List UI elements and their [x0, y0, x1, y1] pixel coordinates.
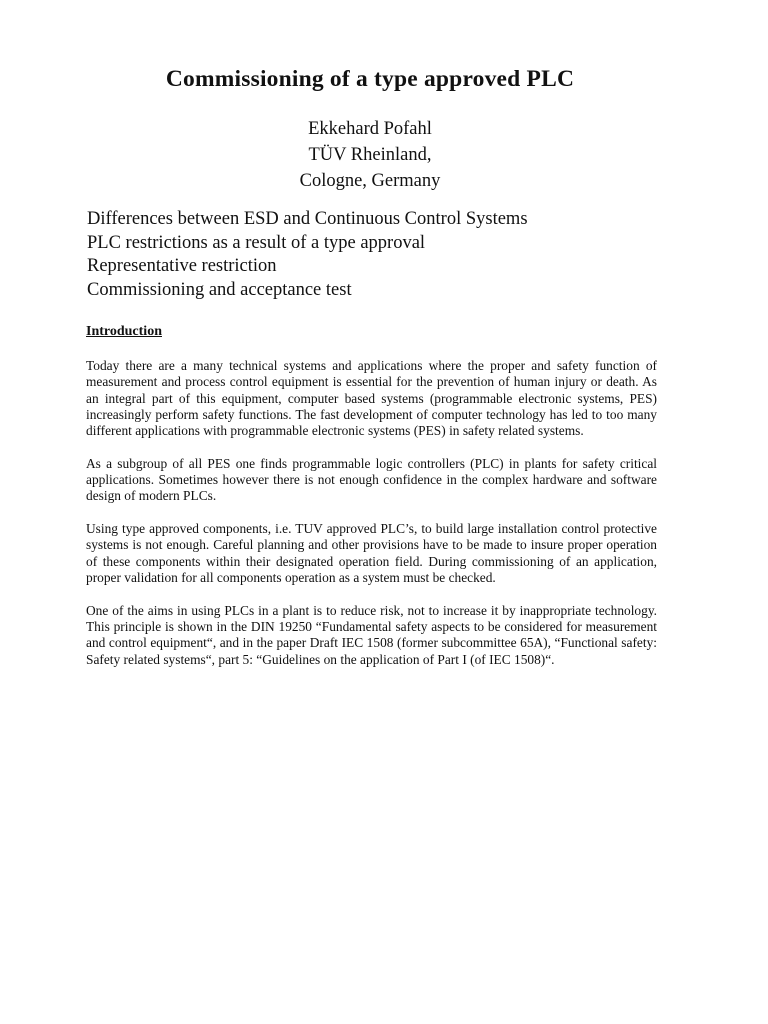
section-heading-introduction: Introduction — [86, 324, 162, 339]
body-paragraph: As a subgroup of all PES one finds programmable logic controllers (PLC) in plants for safety critical applications. Sometimes however there is not enough confidence in the complex hardware and software design of modern PLCs. — [86, 455, 657, 504]
author-name: Ekkehard Pofahl — [308, 119, 432, 139]
topic-item: Differences between ESD and Continuous Control Systems — [87, 209, 528, 229]
topic-item: Commissioning and acceptance test — [87, 279, 352, 300]
body-paragraph: One of the aims in using PLCs in a plant is to reduce risk, not to increase it by inappropriate technology. This principle is shown in the DIN 19250 “Fundamental safety aspects to be considered for measurement and control equipment“, and in the paper Draft IEC 1508 (former subcommittee 65A), “Functional safety: Safety related systems“, part 5: “Guidelines on the application of Part I (of IEC 1508)“. — [86, 602, 657, 667]
author-organization: TÜV Rheinland, — [308, 145, 432, 165]
topic-item: PLC restrictions as a result of a type approval — [87, 232, 426, 253]
body-paragraph: Today there are a many technical systems and applications where the proper and safety function of measurement and process control equipment is essential for the prevention of human injury or death. As an integral part of this equipment, computer based systems (programmable electronic systems, PES) increasingly perform safety functions. The fast development of computer technology has led to too many different applications with programmable electronic systems (PES) in safety related systems. — [86, 358, 657, 439]
author-location: Cologne, Germany — [299, 171, 441, 191]
topic-list — [87, 208, 528, 302]
body-paragraph: Using type approved components, i.e. TUV approved PLC’s, to build large installation control protective systems is not enough. Careful planning and other provisions have to be made to insure proper operation of these components within their designated operation field. During commissioning of an application, proper validation for all components operation as a system must be checked. — [86, 521, 657, 586]
document-title: Commissioning of a type approved PLC — [165, 66, 575, 92]
author-block — [0, 116, 740, 194]
introduction-body — [86, 358, 657, 684]
topic-item: Representative restriction — [87, 256, 277, 277]
